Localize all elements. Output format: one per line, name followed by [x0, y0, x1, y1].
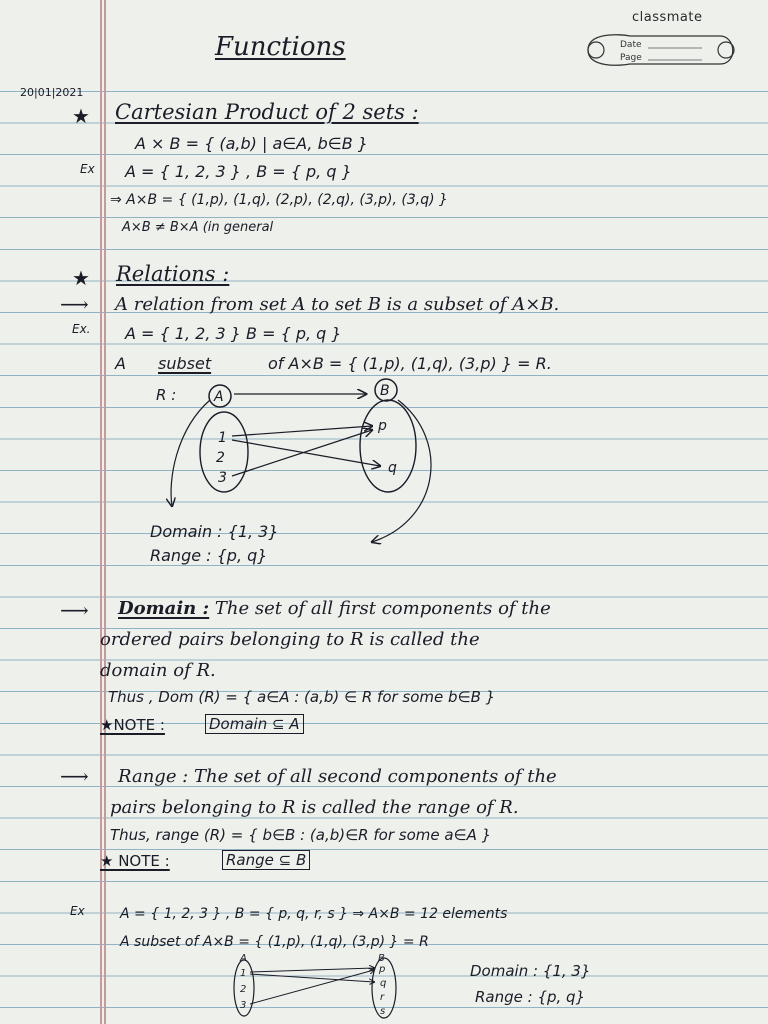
mapping-1-p	[232, 426, 372, 436]
ex2-element-b-p: p	[379, 964, 386, 975]
star-bullet: ★	[72, 266, 90, 290]
example2-arrow-diagram	[228, 952, 428, 1022]
range-def-formula: Thus, range (R) = { b∈B : (a,b)∈R for some a∈A }	[110, 826, 492, 844]
example-label-3: Ex	[70, 904, 85, 918]
example-label-1: Ex	[80, 162, 95, 176]
domain-note-label: ★NOTE :	[100, 716, 165, 734]
ex2-set-b-label: B	[378, 953, 385, 964]
cartesian-heading: Cartesian Product of 2 sets :	[115, 100, 419, 124]
element-a-2: 2	[216, 450, 225, 466]
ex2-element-b-q: q	[380, 978, 387, 989]
arrow-bullet: ⟶	[60, 292, 89, 316]
cartesian-note: A×B ≠ B×A (in general	[122, 220, 274, 235]
diagram-set-a-label: A	[214, 389, 224, 405]
domain-def-formula: Thus , Dom (R) = { a∈A : (a,b) ∈ R for some b∈B }	[108, 688, 496, 706]
domain-def-line-3: domain of R.	[100, 660, 216, 681]
domain-def-line-1	[118, 598, 551, 619]
cartesian-result: ⇒ A×B = { (1,p), (1,q), (2,p), (2,q), (3,p), (3,q) }	[110, 192, 448, 208]
relation-definition: A relation from set A to set B is a subset of A×B.	[115, 294, 560, 315]
ex2-element-b-r: r	[380, 992, 385, 1003]
margin-line-left	[100, 0, 102, 1024]
range-def-line-1: Range : The set of all second components of the	[118, 766, 557, 787]
star-bullet: ★	[72, 104, 90, 128]
set-b-ellipse	[360, 400, 416, 492]
date-page-badge-icon	[580, 28, 740, 72]
ex2-set-a-label: A	[240, 953, 247, 964]
element-b-q: q	[388, 460, 397, 476]
relation-subset-a: A	[115, 354, 126, 373]
mapping-1-q	[232, 440, 380, 466]
range-def-line-2: pairs belonging to R is called the range of R.	[110, 797, 519, 818]
domain-def-term: Domain :	[118, 598, 210, 619]
relation-subset-word: subset	[158, 354, 212, 373]
relation-range: Range : {p, q}	[150, 546, 268, 565]
diagram-set-b-label: B	[380, 383, 390, 399]
cartesian-definition: A × B = { (a,b) | a∈A, b∈B }	[135, 134, 368, 153]
brand-name: classmate	[632, 10, 703, 25]
ex2-element-a-3: 3	[240, 1000, 247, 1011]
margin-line-right	[104, 0, 106, 1024]
ex2-element-b-s: s	[380, 1006, 386, 1017]
element-a-3: 3	[218, 470, 227, 486]
arrow-bullet: ⟶	[60, 764, 89, 788]
page-label: Page	[620, 53, 642, 63]
ex2-mapping-1-p	[250, 968, 374, 972]
cartesian-example-sets: A = { 1, 2, 3 } , B = { p, q }	[125, 162, 352, 181]
relation-example-sets: A = { 1, 2, 3 } B = { p, q }	[125, 324, 342, 343]
example2-subset: A subset of A×B = { (1,p), (1,q), (3,p) } = R	[120, 934, 429, 950]
relation-domain: Domain : {1, 3}	[150, 522, 279, 541]
range-note-label: ★ NOTE :	[100, 852, 170, 870]
diagram-r-label: R :	[156, 386, 177, 404]
element-b-p: p	[378, 418, 387, 434]
domain-pointer-arrow	[171, 400, 210, 506]
range-note-box: Range ⊆ B	[222, 850, 310, 870]
element-a-1: 1	[218, 430, 227, 446]
mapping-3-p	[232, 430, 372, 476]
page-title: Functions	[215, 32, 346, 62]
relation-subset-set: of A×B = { (1,p), (1,q), (3,p) } = R.	[268, 354, 552, 373]
domain-def-line-2: ordered pairs belonging to R is called the	[100, 629, 480, 650]
entry-date: 20|01|2021	[20, 86, 84, 99]
example2-range: Range : {p, q}	[475, 988, 586, 1006]
arrow-bullet: ⟶	[60, 598, 89, 622]
domain-def-line-1-rest: The set of all first components of the	[209, 598, 551, 619]
example2-domain: Domain : {1, 3}	[470, 962, 591, 980]
date-label: Date	[620, 40, 642, 50]
ex2-element-a-1: 1	[240, 968, 247, 979]
relations-heading: Relations :	[116, 262, 230, 286]
domain-note-box: Domain ⊆ A	[205, 714, 304, 734]
example-label-2: Ex.	[72, 322, 91, 336]
example2-sets: A = { 1, 2, 3 } , B = { p, q, r, s } ⇒ A×B = 12 elements	[120, 906, 508, 922]
ex2-element-a-2: 2	[240, 984, 247, 995]
